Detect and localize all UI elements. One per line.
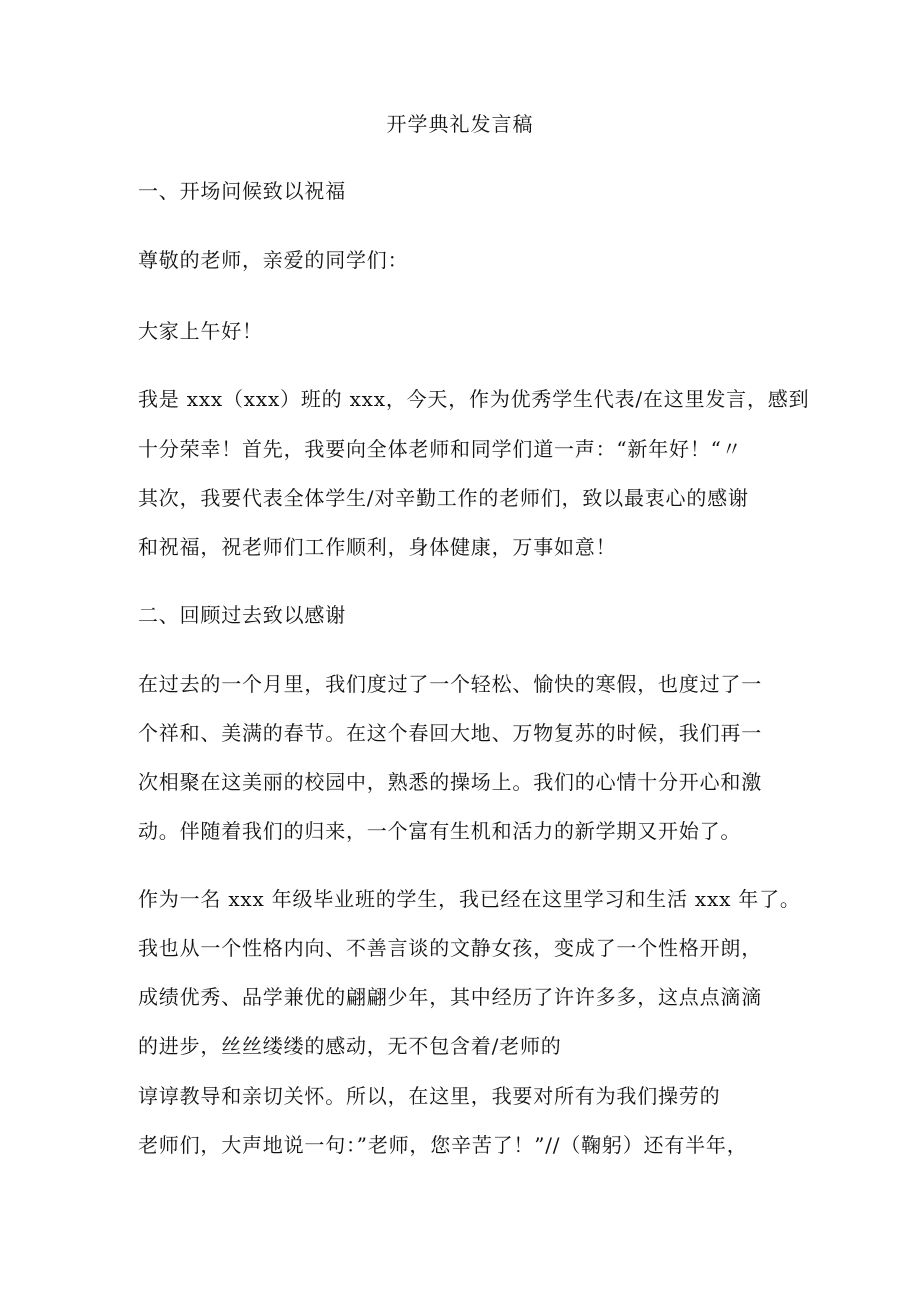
paragraph-1-line-1: 我是 xxx（xxx）班的 xxx，今天，作为优秀学生代表/在这里发言，感到 <box>138 387 810 411</box>
paragraph-3-line-4: 的进步，丝丝缕缕的感动，无不包含着/老师的 <box>138 1034 562 1058</box>
paragraph-1-line-3: 其次，我要代表全体学生/对辛勤工作的老师们，致以最衷心的感谢 <box>138 486 749 510</box>
salutation: 尊敬的老师，亲爱的同学们： <box>138 248 409 272</box>
paragraph-1-line-4: 和祝福，祝老师们工作顺利，身体健康，万事如意！ <box>138 535 617 559</box>
paragraph-3-line-3: 成绩优秀、品学兼优的翩翩少年，其中经历了许许多多，这点点滴滴 <box>138 985 762 1009</box>
document-title: 开学典礼发言稿 <box>386 112 534 136</box>
greeting: 大家上午好！ <box>138 319 263 343</box>
paragraph-2-line-4: 动。伴随着我们的归来，一个富有生机和活力的新学期又开始了。 <box>138 819 742 843</box>
paragraph-3-line-6: 老师们，大声地说一句：”老师，您辛苦了！”//（鞠躬）还有半年， <box>138 1133 748 1157</box>
paragraph-2-line-3: 次相聚在这美丽的校园中，熟悉的操场上。我们的心情十分开心和激 <box>138 770 762 794</box>
paragraph-1-line-2: 十分荣幸！首先，我要向全体老师和同学们道一声：“新年好！“〃 <box>138 437 743 461</box>
paragraph-3-line-2: 我也从一个性格内向、不善言谈的文静女孩，变成了一个性格开朗， <box>138 936 762 960</box>
paragraph-3-line-5: 谆谆教导和亲切关怀。所以，在这里，我要对所有为我们操劳的 <box>138 1084 721 1108</box>
section-heading-1: 一、开场问候致以祝福 <box>138 179 346 203</box>
paragraph-2-line-2: 个祥和、美满的春节。在这个春回大地、万物复苏的时候，我们再一 <box>138 721 762 745</box>
paragraph-3-line-1: 作为一名 xxx 年级毕业班的学生，我已经在这里学习和生活 xxx 年了。 <box>138 887 801 911</box>
section-heading-2: 二、回顾过去致以感谢 <box>138 603 346 627</box>
paragraph-2-line-1: 在过去的一个月里，我们度过了一个轻松、愉快的寒假，也度过了一 <box>138 672 762 696</box>
